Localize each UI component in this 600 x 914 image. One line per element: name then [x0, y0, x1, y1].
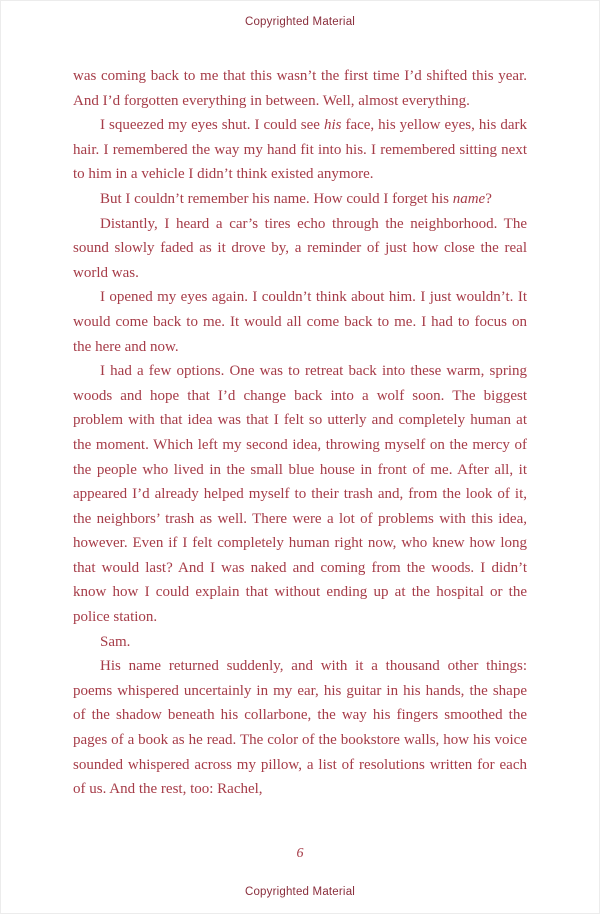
text-segment: was coming back to me that this wasn’t the first time I’d shifted this year. And I’d forgotten everything in between. Well, almost everything.: [73, 68, 527, 109]
text-segment: Sam.: [100, 633, 131, 650]
copyright-notice-top: Copyrighted Material: [244, 16, 356, 28]
text-segment: face, his yellow eyes, his dark hair. I remembered the way my hand fit into his. I remembered sitting next to him in a vehicle I didn’t think existed anymore.: [73, 117, 527, 183]
italic-text: his: [323, 117, 342, 134]
copyright-notice-bottom: Copyrighted Material: [244, 886, 356, 898]
paragraph: [73, 113, 527, 187]
paragraph: [73, 359, 527, 630]
paragraph: [73, 285, 527, 359]
text-segment: But I couldn’t remember his name. How could I forget his: [100, 190, 453, 207]
text-segment: I opened my eyes again. I couldn’t think about him. I just wouldn’t. It would come back to me. It would all come back to me. I had to focus on the here and now.: [73, 289, 527, 355]
italic-text: name: [452, 190, 486, 207]
text-segment: I had a few options. One was to retreat back into these warm, spring woods and hope that I’d change back into a wolf soon. The biggest problem with that idea was that I felt so utterly and completely human at the moment. Which left my second idea, throwing myself on the mercy of the people who lived in the small blue house in front of me. After all, it appeared I’d already helped myself to their trash and, from the look of it, the neighbors’ trash as well. There were a lot of problems with this idea, however. Even if I felt completely human right now, who knew how long that would last? And I was naked and coming from the woods. I didn’t know how I could explain that without ending up at the hospital or the police station.: [73, 363, 527, 626]
paragraph: [73, 187, 527, 212]
paragraph: [73, 64, 527, 113]
text-body: [73, 64, 527, 840]
text-segment: I squeezed my eyes shut. I could see: [100, 117, 324, 134]
paragraph: [73, 654, 527, 802]
text-segment: His name returned suddenly, and with it a thousand other things: poems whispered uncertainly in my ear, his guitar in his hands, the shape of the shadow beneath his collarbone, the way his fingers smoothed the pages of a book as he read. The color of the bookstore walls, how his voice sounded whispered across my pillow, a list of resolutions written for each of us. And the rest, too: Rachel,: [73, 658, 527, 798]
text-segment: Distantly, I heard a car’s tires echo through the neighborhood. The sound slowly faded as it drove by, a reminder of just how close the real world was.: [73, 215, 527, 281]
paragraph: [73, 630, 527, 655]
page-number: 6: [296, 846, 304, 861]
paragraph: [73, 212, 527, 286]
text-segment: ?: [485, 190, 492, 207]
